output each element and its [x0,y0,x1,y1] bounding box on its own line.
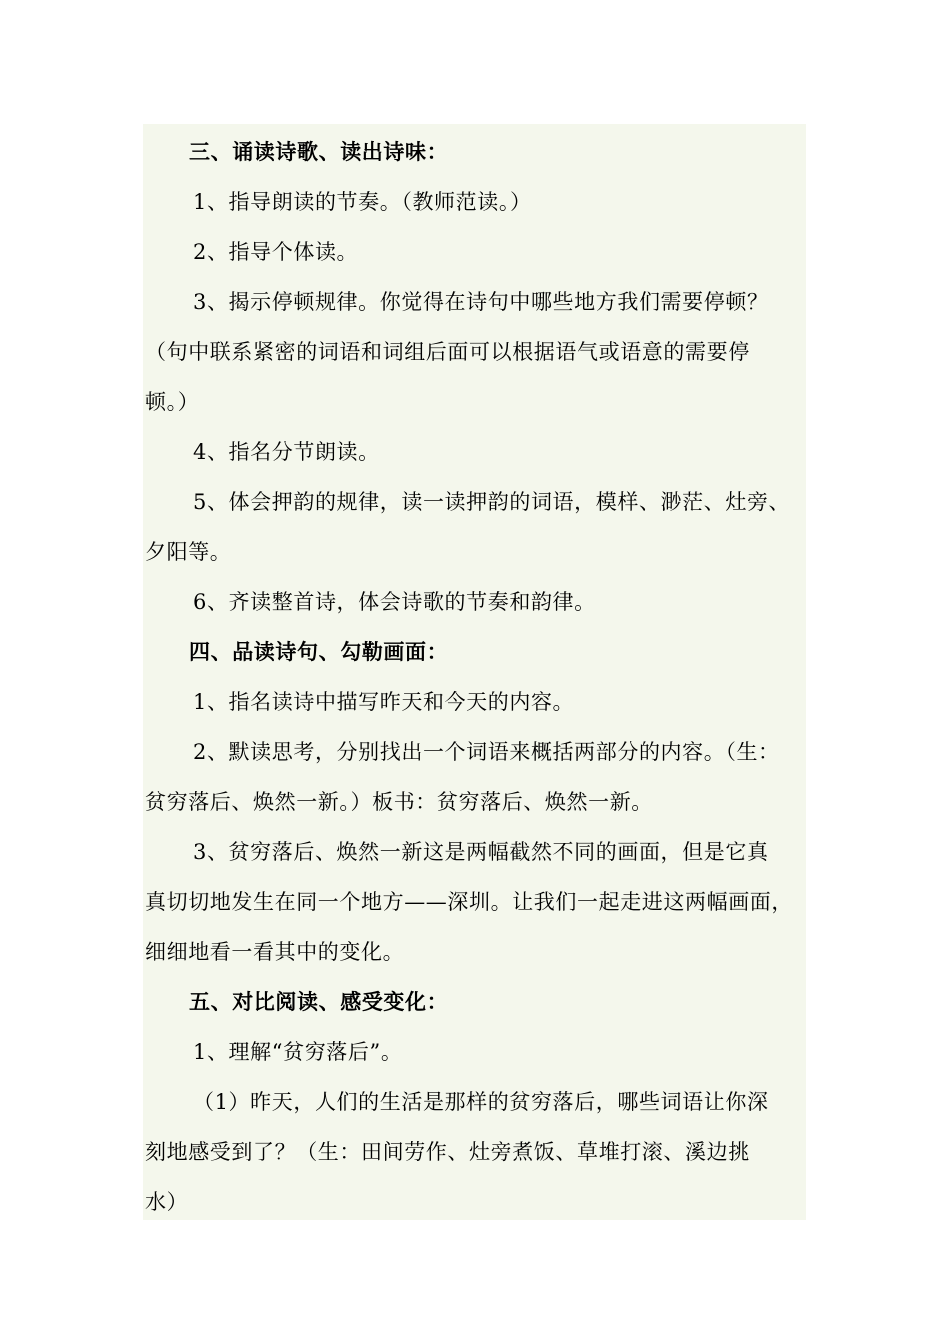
paragraph-line: 3、贫穷落后、焕然一新这是两幅截然不同的画面，但是它真 [193,840,769,864]
paragraph-line: 刻地感受到了？（生：田间劳作、灶旁煮饭、草堆打滚、溪边挑 [145,1140,750,1164]
paragraph-line: 6、齐读整首诗，体会诗歌的节奏和韵律。 [193,590,596,614]
paragraph-line: 贫穷落后、焕然一新。）板书：贫穷落后、焕然一新。 [145,790,653,814]
paragraph-line: 1、指名读诗中描写昨天和今天的内容。 [193,690,575,714]
paragraph-line: 水） [145,1190,189,1214]
section-heading-5: 五、对比阅读、感受变化： [189,989,449,1014]
paragraph-line: （句中联系紧密的词语和词组后面可以根据语气或语意的需要停 [145,340,750,364]
paragraph-line: 夕阳等。 [145,540,232,564]
paragraph-line: 真切切地发生在同一个地方——深圳。让我们一起走进这两幅画面， [145,890,793,914]
paragraph-line: 2、指导个体读。 [193,240,359,264]
paragraph-line: 1、理解“贫穷落后”。 [193,1040,403,1064]
section-heading-3: 三、诵读诗歌、读出诗味： [189,139,449,164]
paragraph-line: （1）昨天，人们的生活是那样的贫穷落后，哪些词语让你深 [193,1090,769,1114]
paragraph-line: 4、指名分节朗读。 [193,440,380,464]
paragraph-line: 细细地看一看其中的变化。 [145,940,405,964]
section-heading-4: 四、品读诗句、勾勒画面： [189,639,449,664]
paragraph-line: 1、指导朗读的节奏。（教师范读。） [193,190,532,214]
paragraph-line: 3、揭示停顿规律。你觉得在诗句中哪些地方我们需要停顿？ [193,290,769,314]
paragraph-line: 顿。） [145,390,200,414]
paragraph-line: 5、体会押韵的规律，读一读押韵的词语，模样、渺茫、灶旁、 [193,490,791,514]
document-block [143,124,806,1220]
paragraph-line: 2、默读思考，分别找出一个词语来概括两部分的内容。（生： [193,740,780,764]
